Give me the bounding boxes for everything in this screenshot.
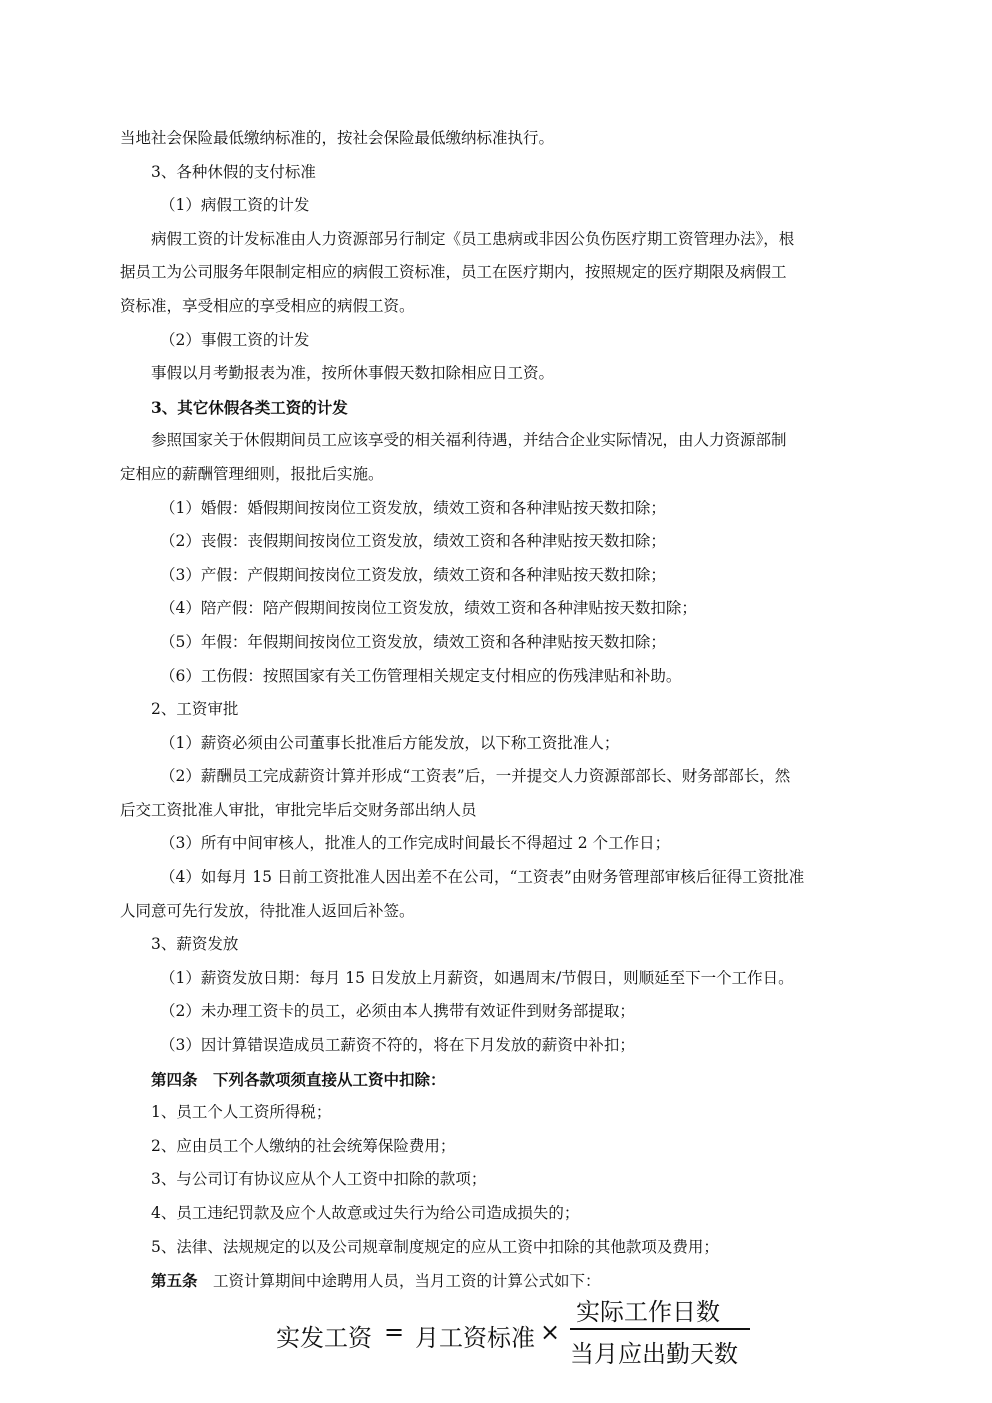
text-line: （2）薪酬员工完成薪资计算并形成“工资表”后，一并提交人力资源部部长、财务部部长，然 bbox=[160, 767, 791, 786]
text-line: （1）病假工资的计发 bbox=[160, 196, 310, 215]
text-line: 3、各种休假的支付标准 bbox=[151, 162, 316, 181]
formula-numerator: 实际工作日数 bbox=[576, 1298, 720, 1326]
formula-base: 月工资标准 bbox=[415, 1324, 535, 1352]
fraction-bar bbox=[570, 1328, 750, 1330]
text-line: 2、工资审批 bbox=[151, 700, 239, 719]
text-line: （1）薪资发放日期：每月 15 日发放上月薪资，如遇周末/节假日，则顺延至下一个工作日。 bbox=[160, 968, 794, 987]
salary-formula bbox=[0, 1292, 992, 1372]
text-line: 病假工资的计发标准由人力资源部另行制定《员工患病或非因公负伤医疗期工资管理办法》，根 bbox=[151, 229, 795, 248]
text-line: 事假以月考勤报表为准，按所休事假天数扣除相应日工资。 bbox=[151, 364, 555, 383]
formula-equals: = bbox=[384, 1318, 405, 1346]
text-line: 后交工资批准人审批，审批完毕后交财务部出纳人员 bbox=[120, 800, 477, 819]
text-line: （1）薪资必须由公司董事长批准后方能发放，以下称工资批准人； bbox=[160, 733, 620, 752]
text-line: 4、员工违纪罚款及应个人故意或过失行为给公司造成损失的； bbox=[151, 1204, 580, 1222]
text-line: （2）事假工资的计发 bbox=[160, 330, 310, 349]
text-line: （4）如每月 15 日前工资批准人因出差不在公司，“工资表”由财务管理部审核后征得工资批准 bbox=[160, 868, 805, 887]
formula-times: × bbox=[540, 1318, 561, 1346]
text-line: 3、与公司订有协议应从个人工资中扣除的款项； bbox=[151, 1170, 487, 1189]
text-line: 第四条 下列各款项须直接从工资中扣除： bbox=[151, 1069, 446, 1089]
document-body bbox=[120, 122, 880, 1299]
text-line: （3）因计算错误造成员工薪资不符的，将在下月发放的薪资中补扣； bbox=[160, 1036, 635, 1055]
text-line: 当地社会保险最低缴纳标准的，按社会保险最低缴纳标准执行。 bbox=[120, 129, 555, 147]
text-line: 2、应由员工个人缴纳的社会统筹保险费用； bbox=[151, 1136, 456, 1155]
text-line: 人同意可先行发放，待批准人返回后补签。 bbox=[120, 901, 415, 920]
text-line: （1）婚假：婚假期间按岗位工资发放，绩效工资和各种津贴按天数扣除； bbox=[160, 498, 666, 517]
formula-lhs: 实发工资 bbox=[276, 1324, 372, 1352]
text-line: 3、薪资发放 bbox=[151, 935, 239, 954]
text-line: 定相应的薪酬管理细则，报批后实施。 bbox=[120, 464, 384, 483]
text-line: 资标准，享受相应的享受相应的病假工资。 bbox=[120, 296, 415, 315]
text-line: （5）年假：年假期间按岗位工资发放，绩效工资和各种津贴按天数扣除； bbox=[160, 632, 666, 651]
text-line: （6）工伤假：按照国家有关工伤管理相关规定支付相应的伤残津贴和补助。 bbox=[160, 666, 682, 685]
text-line: （2）丧假：丧假期间按岗位工资发放，绩效工资和各种津贴按天数扣除； bbox=[160, 532, 666, 551]
text-line: （3）所有中间审核人，批准人的工作完成时间最长不得超过 2 个工作日； bbox=[160, 834, 671, 853]
text-line: 据员工为公司服务年限制定相应的病假工资标准，员工在医疗期内，按照规定的医疗期限及病假工 bbox=[120, 263, 787, 282]
text-line: 参照国家关于休假期间员工应该享受的相关福利待遇，并结合企业实际情况，由人力资源部制 bbox=[151, 431, 787, 450]
formula-denominator: 当月应出勤天数 bbox=[570, 1340, 738, 1368]
text-line: （3）产假：产假期间按岗位工资发放，绩效工资和各种津贴按天数扣除； bbox=[160, 565, 666, 584]
text-line: （4）陪产假：陪产假期间按岗位工资发放，绩效工资和各种津贴按天数扣除； bbox=[160, 599, 697, 618]
text-line: 3、其它休假各类工资的计发 bbox=[151, 397, 348, 417]
text-line: （2）未办理工资卡的员工，必须由本人携带有效证件到财务部提取； bbox=[160, 1002, 635, 1021]
text-line: 5、法律、法规规定的以及公司规章制度规定的应从工资中扣除的其他款项及费用； bbox=[151, 1237, 719, 1256]
article-five-label: 第五条 bbox=[151, 1271, 198, 1291]
article-five-text: 工资计算期间中途聘用人员，当月工资的计算公式如下： bbox=[197, 1272, 601, 1291]
text-line: 1、员工个人工资所得税； bbox=[151, 1103, 332, 1122]
